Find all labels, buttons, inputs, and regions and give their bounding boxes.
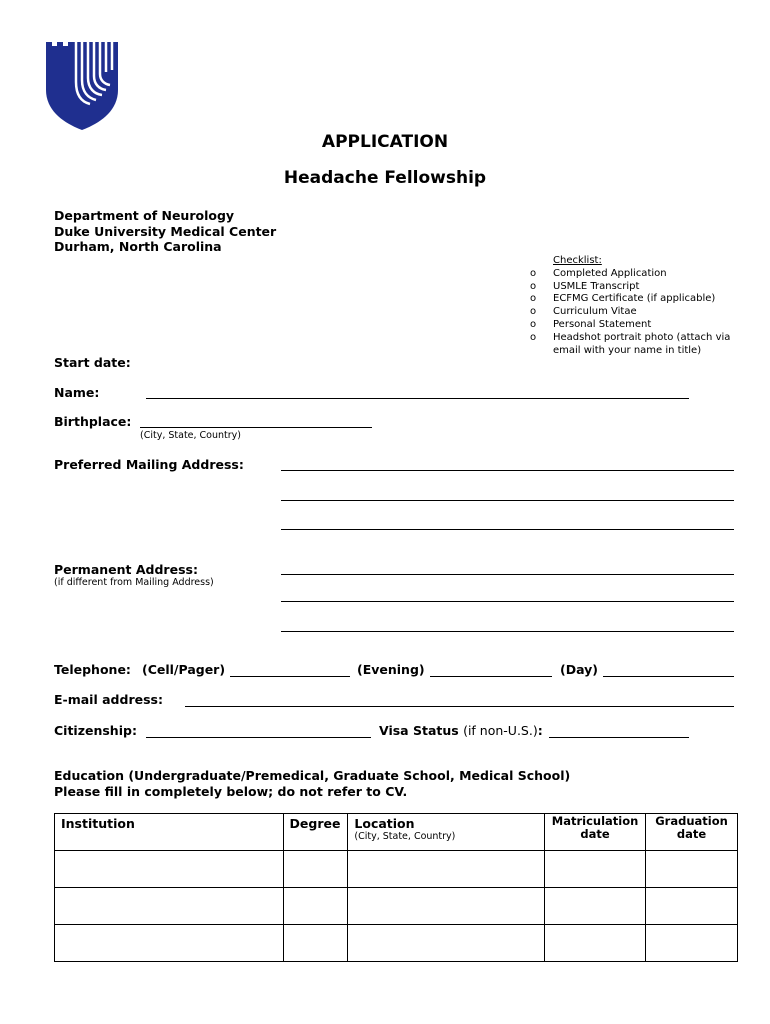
day-label: (Day) (560, 662, 599, 677)
citizenship-field[interactable] (146, 737, 371, 738)
mailing-address-line-1[interactable] (281, 470, 734, 471)
name-label: Name: (54, 385, 100, 400)
table-row (55, 888, 738, 925)
bullet-icon: o (530, 331, 537, 343)
checklist-item: o ECFMG Certificate (if applicable) (530, 293, 716, 305)
mailing-address-line-2[interactable] (281, 500, 734, 501)
telephone-label: Telephone: (54, 662, 131, 677)
table-row (55, 925, 738, 962)
checklist-item: o Completed Application (530, 267, 667, 279)
bullet-icon: o (530, 318, 537, 330)
column-header-matriculation: Matriculation date (545, 814, 646, 851)
bullet-icon: o (530, 306, 537, 318)
day-phone-field[interactable] (603, 676, 734, 677)
education-instruction: Please fill in completely below; do not refer to CV. (54, 784, 408, 799)
education-table (54, 813, 738, 962)
column-header-graduation: Graduation date (646, 814, 738, 851)
start-date-label: Start date: (54, 355, 131, 370)
bullet-icon: o (530, 280, 537, 292)
birthplace-hint: (City, State, Country) (140, 430, 241, 441)
department-block (54, 208, 276, 255)
permanent-address-hint: (if different from Mailing Address) (54, 577, 214, 588)
email-field[interactable] (185, 706, 734, 707)
graduation-cell[interactable] (646, 888, 738, 925)
institution-cell[interactable] (55, 925, 284, 962)
education-heading: Education (Undergraduate/Premedical, Graduate School, Medical School) (54, 768, 571, 783)
table-row (55, 851, 738, 888)
checklist (530, 255, 743, 357)
matriculation-cell[interactable] (545, 925, 646, 962)
checklist-item: o USMLE Transcript (530, 280, 640, 292)
permanent-address-line-1[interactable] (281, 574, 734, 575)
location-line: Durham, North Carolina (54, 239, 222, 254)
matriculation-cell[interactable] (545, 888, 646, 925)
cell-phone-field[interactable] (230, 676, 350, 677)
visa-status-field[interactable] (549, 737, 689, 738)
location-cell[interactable] (348, 888, 545, 925)
table-header-row (55, 814, 738, 851)
location-cell[interactable] (348, 925, 545, 962)
degree-cell[interactable] (283, 925, 348, 962)
citizenship-label: Citizenship: (54, 723, 137, 738)
column-header-location: Location (City, State, Country) (348, 814, 545, 851)
graduation-cell[interactable] (646, 925, 738, 962)
institution-line: Duke University Medical Center (54, 223, 277, 239)
birthplace-label: Birthplace: (54, 414, 132, 429)
evening-phone-field[interactable] (430, 676, 552, 677)
location-hint: (City, State, Country) (354, 831, 456, 842)
institution-cell[interactable] (55, 851, 284, 888)
degree-cell[interactable] (283, 888, 348, 925)
evening-label: (Evening) (357, 662, 425, 677)
checklist-heading: Checklist: (553, 255, 602, 266)
visa-status-label: Visa Status (if non-U.S.): (379, 723, 543, 738)
matriculation-cell[interactable] (545, 851, 646, 888)
duke-logo-icon (46, 38, 118, 130)
checklist-item: o Curriculum Vitae (530, 306, 637, 318)
mailing-address-line-3[interactable] (281, 529, 734, 530)
birthplace-field[interactable] (140, 427, 372, 428)
permanent-address-line-3[interactable] (281, 631, 734, 632)
bullet-icon: o (530, 267, 537, 279)
permanent-address-line-2[interactable] (281, 601, 734, 602)
name-field[interactable] (146, 398, 689, 399)
institution-cell[interactable] (55, 888, 284, 925)
page-title: APPLICATION (321, 132, 449, 152)
checklist-item: o Personal Statement (530, 318, 652, 330)
column-header-institution: Institution (55, 814, 284, 851)
column-header-degree: Degree (283, 814, 348, 851)
email-label: E-mail address: (54, 692, 163, 707)
permanent-address-label: Permanent Address: (54, 562, 198, 577)
visa-hint: (if non-U.S.) (463, 723, 538, 738)
page-subtitle: Headache Fellowship (283, 168, 487, 188)
bullet-icon: o (530, 293, 537, 305)
cell-label: (Cell/Pager) (142, 662, 226, 677)
degree-cell[interactable] (283, 851, 348, 888)
location-cell[interactable] (348, 851, 545, 888)
checklist-item: o Headshot portrait photo (attach via email with your name in title) (530, 331, 731, 356)
department-line: Department of Neurology (54, 208, 235, 223)
graduation-cell[interactable] (646, 851, 738, 888)
mailing-address-label: Preferred Mailing Address: (54, 457, 244, 472)
